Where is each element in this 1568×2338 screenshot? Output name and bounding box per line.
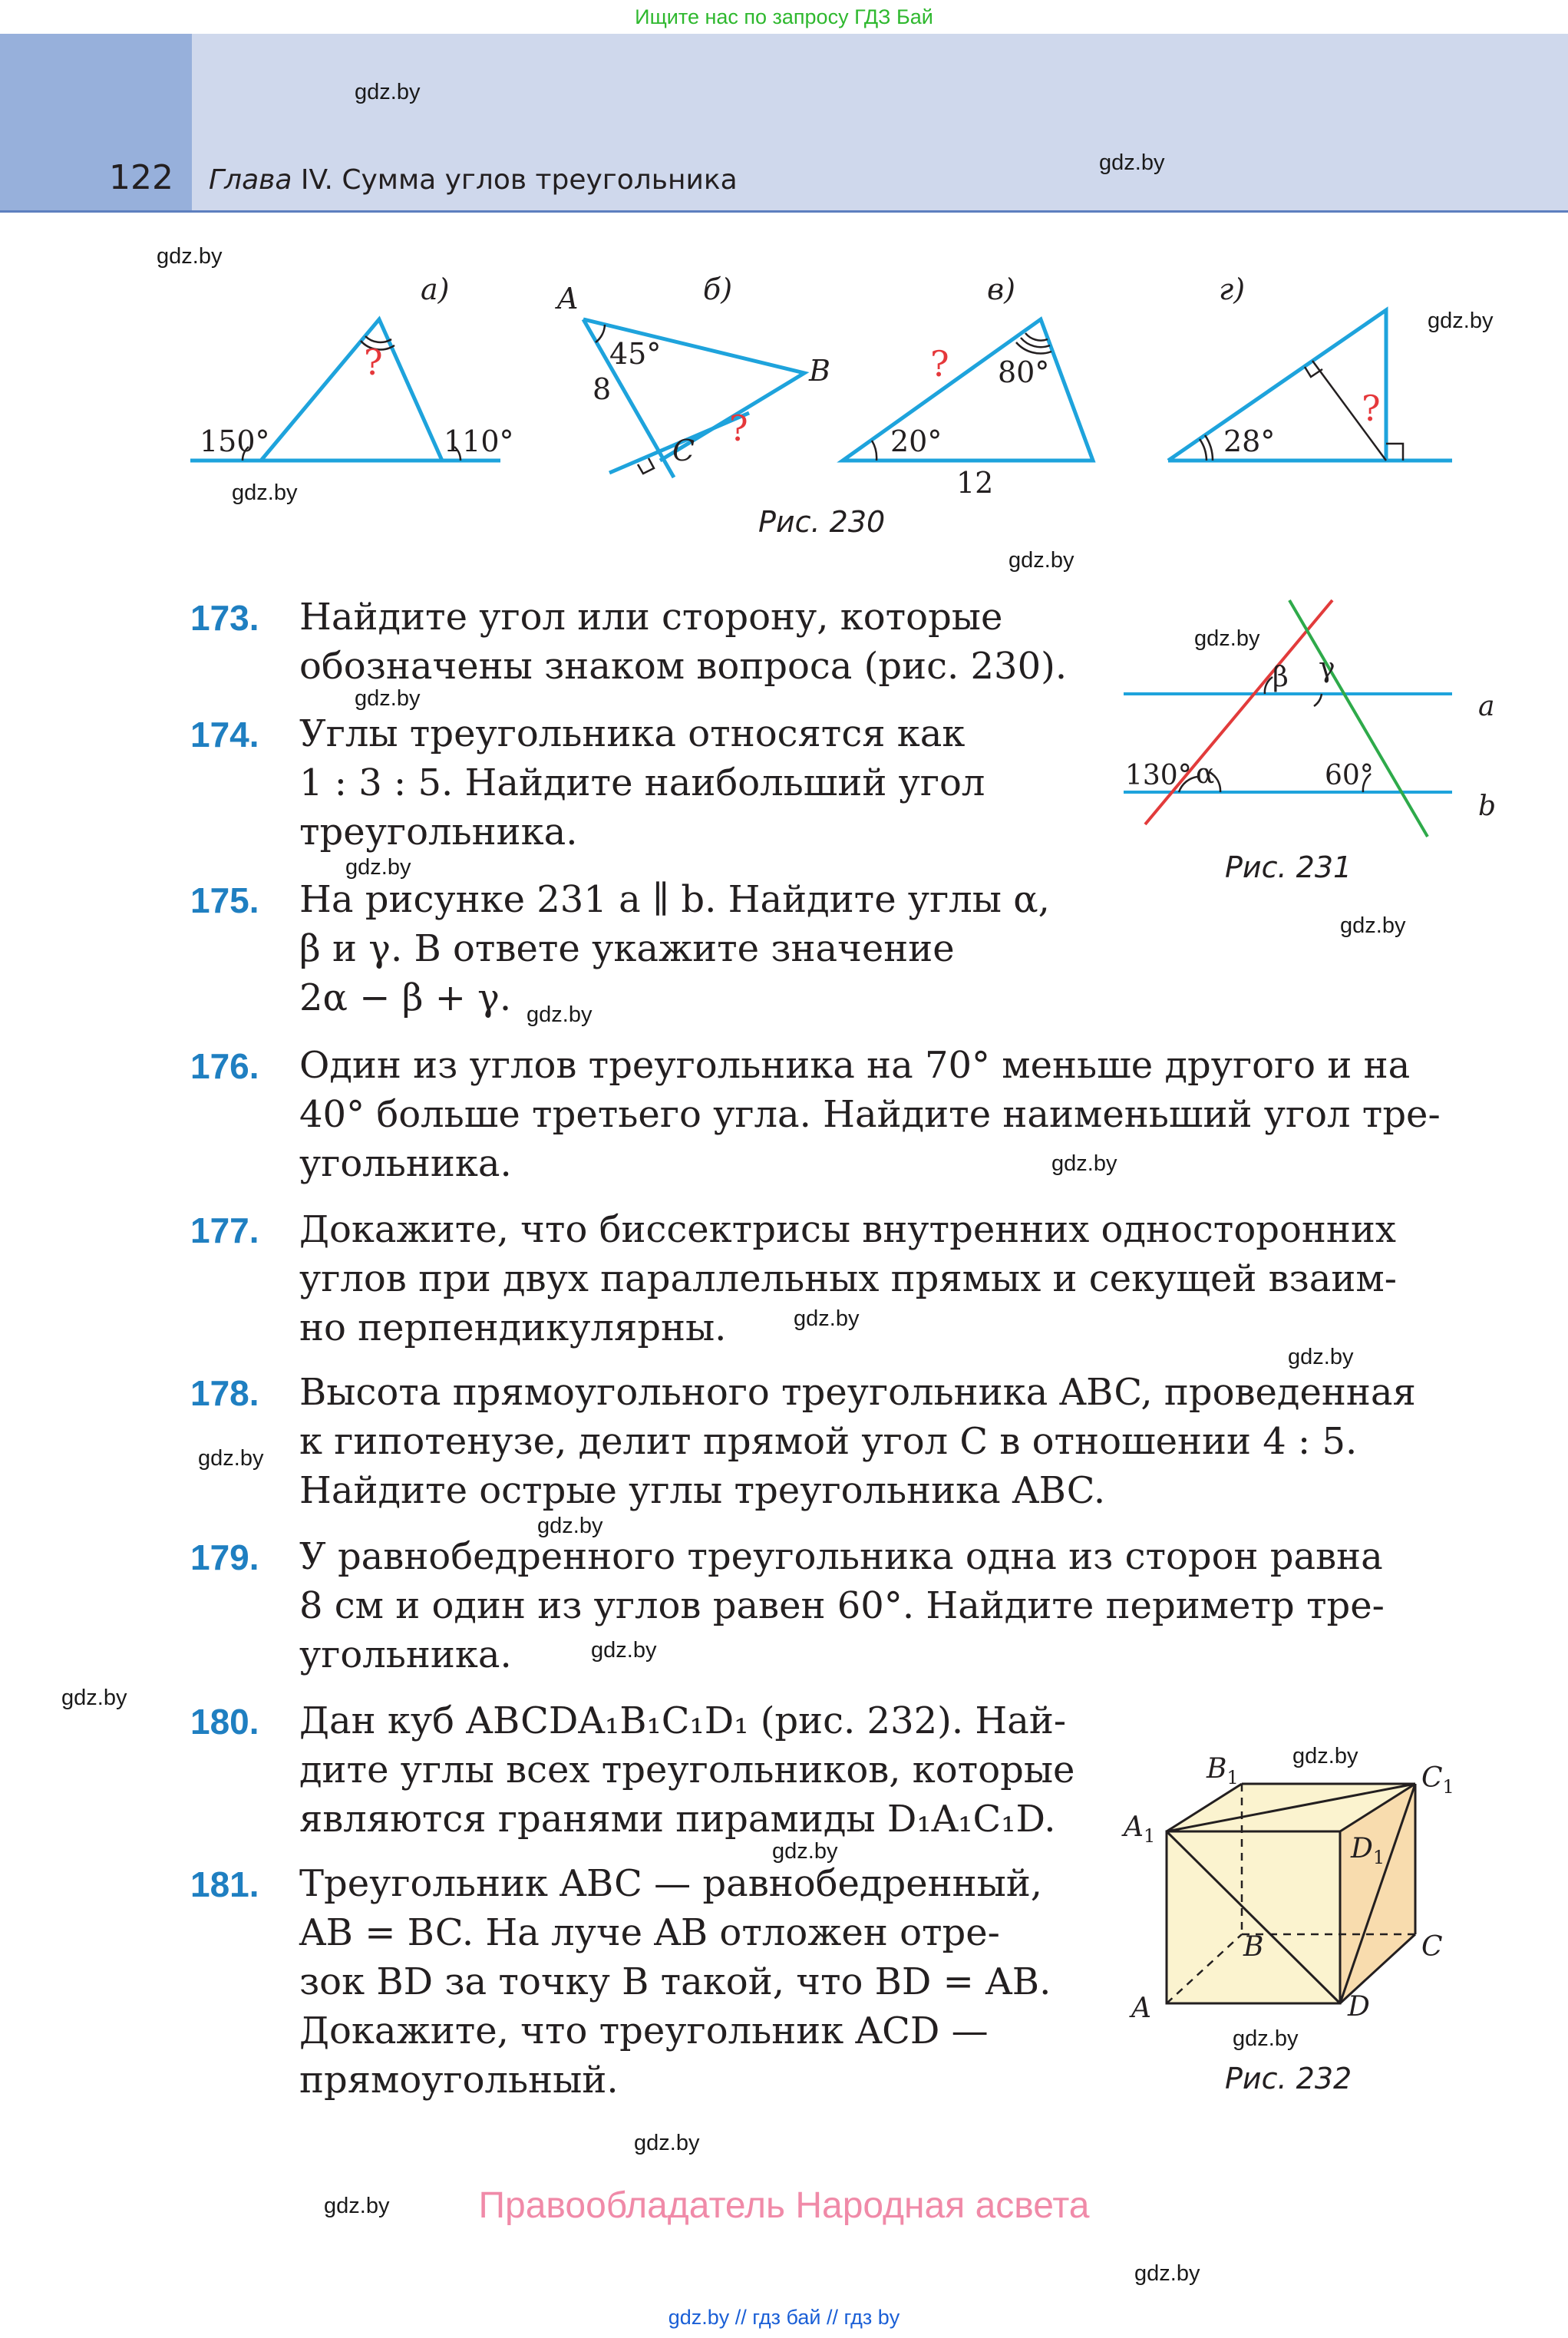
text-line: Дан куб ABCDA₁B₁C₁D₁ (рис. 232). Най- xyxy=(299,1699,1067,1742)
watermark: gdz.by xyxy=(1099,150,1165,175)
problem-text xyxy=(299,1859,1090,2105)
panel-label: г) xyxy=(1219,272,1246,306)
watermark: gdz.by xyxy=(345,855,411,880)
angle-label: 60° xyxy=(1325,760,1374,791)
question-mark: ? xyxy=(729,408,748,449)
text-line: β и γ. В ответе укажите значение xyxy=(299,927,955,970)
watermark: gdz.by xyxy=(198,1446,264,1471)
angle-arc xyxy=(1314,694,1322,706)
vertex-label: $D_1$ xyxy=(1351,1833,1385,1868)
problem-number: 176. xyxy=(190,1046,259,1086)
text-line: угольника. xyxy=(299,1142,512,1185)
figure-caption: Рис. 232 xyxy=(1225,2062,1352,2095)
angle-label: 45° xyxy=(609,337,662,371)
watermark: gdz.by xyxy=(1008,548,1074,573)
angle-arc xyxy=(872,441,876,461)
problem-number: 174. xyxy=(190,715,259,755)
top-banner: Ищите нас по запросу ГДЗ Бай xyxy=(635,5,933,28)
watermark: gdz.by xyxy=(324,2194,390,2218)
line-label: b xyxy=(1478,791,1497,822)
watermark: gdz.by xyxy=(1292,1744,1358,1768)
chapter-prefix: Глава xyxy=(209,164,292,196)
question-mark: ? xyxy=(930,343,949,385)
text-line: Докажите, что биссектрисы внутренних односторонних xyxy=(299,1208,1396,1251)
angle-label: γ xyxy=(1319,652,1335,684)
vertex-label: $A_1$ xyxy=(1124,1811,1156,1847)
text-line: Углы треугольника относятся как xyxy=(299,712,966,755)
figure-caption: Рис. 230 xyxy=(758,505,886,539)
text-line: Один из углов треугольника на 70° меньше другого и на xyxy=(299,1044,1411,1087)
text-line: дите углы всех треугольников, которые xyxy=(299,1749,1075,1791)
problem-number: 173. xyxy=(190,598,259,638)
angle-arc xyxy=(1200,439,1207,461)
problem-number: 179. xyxy=(190,1537,259,1577)
problem-text xyxy=(299,1205,1451,1352)
right-angle-mark xyxy=(1305,367,1322,377)
side-label: 8 xyxy=(593,372,612,406)
text-line: Докажите, что треугольник ACD — xyxy=(299,2009,989,2052)
watermark: gdz.by xyxy=(794,1306,860,1331)
watermark: gdz.by xyxy=(1340,913,1406,938)
text-line: 8 см и один из углов равен 60°. Найдите периметр тре- xyxy=(299,1584,1385,1627)
text-line: 40° больше третьего угла. Найдите наименьший угол тре- xyxy=(299,1093,1441,1136)
problem-number: 180. xyxy=(190,1702,259,1742)
text-line: Высота прямоугольного треугольника ABC, проведенная xyxy=(299,1371,1416,1414)
text-line: прямоугольный. xyxy=(299,2059,619,2102)
watermark: gdz.by xyxy=(355,686,421,711)
page-number: 122 xyxy=(109,158,173,197)
watermark: gdz.by xyxy=(1233,2026,1299,2051)
problem-number: 177. xyxy=(190,1210,259,1250)
figure-caption: Рис. 231 xyxy=(1225,850,1352,884)
vertex-label: C xyxy=(1421,1931,1443,1963)
line-label: a xyxy=(1478,691,1495,722)
angle-label: 130° xyxy=(1125,760,1192,791)
angle-label: α xyxy=(1196,758,1215,790)
problem-text xyxy=(299,593,1090,691)
text-line: треугольника. xyxy=(299,811,578,854)
watermark: gdz.by xyxy=(355,80,421,104)
watermark: gdz.by xyxy=(1428,309,1494,333)
panel-label: б) xyxy=(703,272,733,306)
watermark: gdz.by xyxy=(1288,1345,1354,1369)
triangle-v xyxy=(843,319,1093,461)
figure-231 xyxy=(1105,583,1504,860)
side-label: 12 xyxy=(956,466,994,500)
watermark: gdz.by xyxy=(1051,1151,1117,1176)
angle-label: 110° xyxy=(444,424,514,458)
text-line: углов при двух параллельных прямых и секущей взаим- xyxy=(299,1257,1397,1300)
watermark: gdz.by xyxy=(232,480,298,505)
text-line: обозначены знаком вопроса (рис. 230). xyxy=(299,645,1068,688)
watermark: gdz.by xyxy=(634,2131,700,2155)
vertex-label: B xyxy=(809,354,830,388)
problem-text xyxy=(299,1696,1090,1844)
text-line: Найдите угол или сторону, которые xyxy=(299,596,1003,639)
right-angle-mark xyxy=(1386,444,1403,461)
text-line: угольника. xyxy=(299,1633,512,1676)
triangle-g xyxy=(1168,310,1386,461)
angle-arc xyxy=(1016,342,1051,353)
panel-label: в) xyxy=(987,272,1015,306)
question-mark: ? xyxy=(1362,388,1381,429)
chapter-name: IV. Сумма углов треугольника xyxy=(300,164,738,196)
problem-number: 175. xyxy=(190,880,259,920)
copyright-notice: Правообладатель Народная асвета xyxy=(478,2185,1090,2226)
angle-label: 28° xyxy=(1223,424,1276,458)
angle-label: 80° xyxy=(998,355,1050,389)
watermark: gdz.by xyxy=(537,1514,603,1538)
text-line: зок BD за точку B такой, что BD = AB. xyxy=(299,1960,1051,2003)
text-line: к гипотенузе, делит прямой угол C в отношении 4 : 5. xyxy=(299,1420,1358,1463)
text-line: являются гранями пирамиды D₁A₁C₁D. xyxy=(299,1798,1056,1841)
angle-label: 150° xyxy=(200,424,270,458)
problem-number: 181. xyxy=(190,1864,259,1904)
vertex-label: D xyxy=(1348,1991,1370,2023)
text-line: но перпендикулярны. xyxy=(299,1306,727,1349)
problem-text xyxy=(299,1041,1451,1188)
problem-text xyxy=(299,875,1090,1022)
footer-links: gdz.by // гдз бай // гдз by xyxy=(668,2306,900,2329)
secant-green xyxy=(1289,600,1428,837)
figure-232 xyxy=(1121,1735,1520,2042)
vertex-label: B xyxy=(1243,1931,1264,1963)
watermark: gdz.by xyxy=(1134,2261,1200,2286)
text-line: У равнобедренного треугольника одна из сторон равна xyxy=(299,1535,1383,1578)
watermark: gdz.by xyxy=(527,1002,593,1027)
text-line: Найдите острые углы треугольника ABC. xyxy=(299,1469,1106,1512)
text-line: AB = BC. На луче AB отложен отре- xyxy=(299,1911,1000,1954)
watermark: gdz.by xyxy=(591,1638,657,1663)
problem-number: 178. xyxy=(190,1373,259,1413)
angle-label: 20° xyxy=(890,424,942,458)
question-mark: ? xyxy=(364,342,383,383)
problem-text xyxy=(299,709,1090,857)
vertex-label: A xyxy=(1131,1993,1151,2024)
vertex-label: $B_1$ xyxy=(1207,1753,1239,1788)
problem-text xyxy=(299,1368,1451,1515)
vertex-label: C xyxy=(672,434,695,467)
watermark: gdz.by xyxy=(61,1686,127,1710)
figure-230 xyxy=(0,0,1568,553)
triangle-a xyxy=(261,319,442,461)
watermark: gdz.by xyxy=(772,1839,838,1864)
angle-label: β xyxy=(1273,662,1289,693)
watermark: gdz.by xyxy=(1194,626,1260,651)
text-line: 1 : 3 : 5. Найдите наибольший угол xyxy=(299,761,985,804)
problem-text xyxy=(299,1532,1451,1679)
text-line: На рисунке 231 a ∥ b. Найдите углы α, xyxy=(299,878,1050,921)
vertex-label: $C_1$ xyxy=(1421,1762,1454,1798)
panel-label: а) xyxy=(421,272,450,306)
watermark: gdz.by xyxy=(157,244,223,269)
text-line: Треугольник ABC — равнобедренный, xyxy=(299,1862,1043,1905)
vertex-label: A xyxy=(557,282,579,315)
text-line: 2α − β + γ. xyxy=(299,976,512,1019)
